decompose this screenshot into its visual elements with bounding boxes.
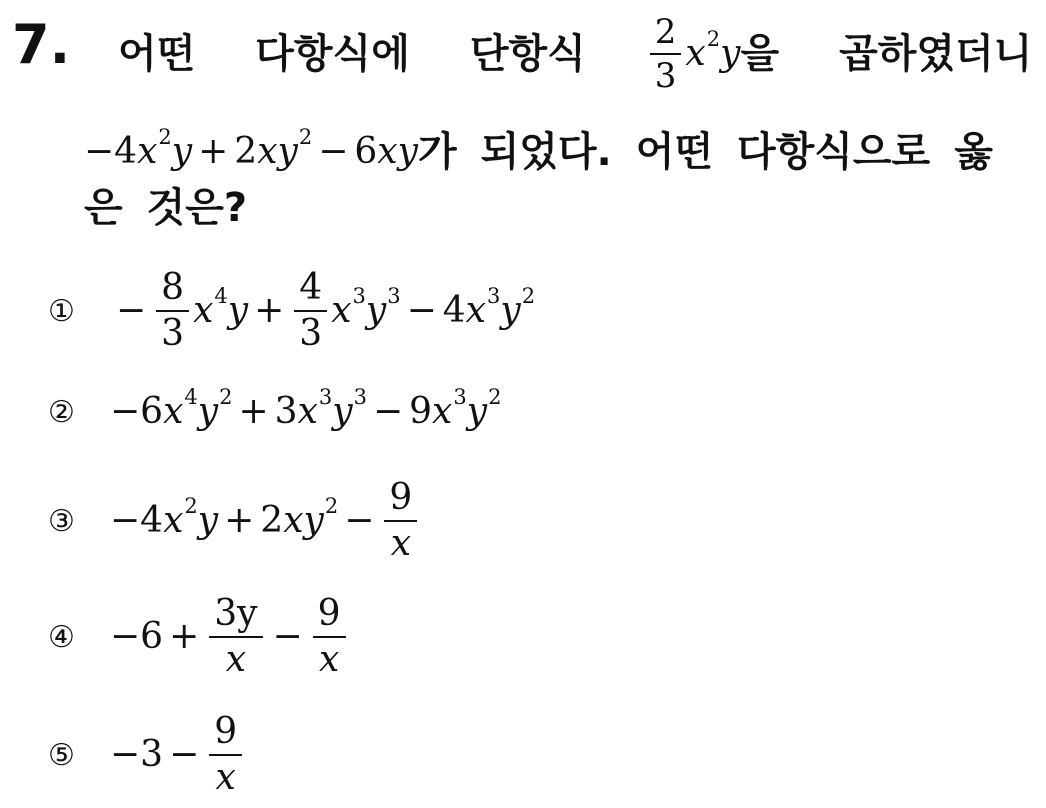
- fraction-bar: [294, 310, 327, 312]
- choice-number-2: ②: [48, 394, 75, 430]
- fraction-denominator: x: [225, 639, 247, 680]
- question-word: 되었다.: [480, 129, 612, 175]
- variable-y: y: [397, 131, 418, 172]
- variable-y: y: [197, 391, 219, 432]
- fraction: [156, 269, 189, 353]
- exponent: 3: [318, 384, 333, 409]
- variable-x: x: [465, 290, 486, 331]
- question-word: 어떤: [635, 129, 713, 175]
- product-expression: [84, 124, 418, 172]
- coefficient: 9: [409, 391, 433, 432]
- fraction-bar: [156, 310, 189, 312]
- answer-choice-4[interactable]: [48, 588, 350, 686]
- exponent: 2: [521, 283, 536, 308]
- coefficient: −4: [110, 500, 164, 541]
- fraction-denominator: x: [390, 523, 411, 564]
- exponent: 3: [387, 283, 401, 308]
- variable-x: x: [377, 131, 398, 172]
- fraction-bar: [650, 53, 682, 55]
- plus-operator: +: [238, 391, 269, 432]
- fraction-bar: [384, 520, 417, 522]
- question-particle: 을: [740, 31, 780, 77]
- variable-x: x: [432, 391, 453, 432]
- plus-operator: +: [169, 616, 200, 657]
- plus-operator: +: [224, 500, 255, 541]
- fraction: [650, 14, 682, 94]
- minus-operator: −: [406, 290, 437, 331]
- fraction: [209, 595, 262, 679]
- plus-operator: +: [198, 131, 229, 172]
- fraction-bar: [209, 754, 242, 756]
- minus-operator: −: [344, 500, 375, 541]
- fraction-numerator: 9: [389, 477, 413, 518]
- question-number: 7.: [12, 13, 71, 76]
- question-particle: 가: [417, 129, 457, 175]
- coefficient: 2: [260, 500, 284, 541]
- answer-choice-3[interactable]: [48, 472, 421, 570]
- question-word: 은: [84, 185, 123, 231]
- exponent: 2: [488, 384, 502, 409]
- choice-number-1: ①: [48, 293, 75, 329]
- minus-operator: −: [272, 616, 303, 657]
- answer-choice-1[interactable]: [48, 262, 535, 360]
- variable-y: y: [466, 391, 488, 432]
- choice-number-5: ⑤: [48, 737, 75, 773]
- coefficient: −4: [84, 131, 138, 172]
- variable-x: x: [257, 131, 278, 172]
- choice-expression: [110, 595, 350, 679]
- choice-expression: [110, 479, 421, 563]
- choice-expression: [110, 384, 502, 432]
- fraction-bar: [313, 636, 346, 638]
- fraction-numerator: 8: [161, 267, 185, 308]
- coefficient: 4: [442, 290, 466, 331]
- fraction-denominator: 3: [161, 313, 185, 354]
- variable-x: x: [283, 500, 304, 541]
- question-word: 것은?: [146, 185, 248, 231]
- minus-operator: −: [318, 131, 349, 172]
- fraction: [313, 595, 346, 679]
- variable-y: y: [303, 500, 324, 541]
- coefficient: 6: [354, 131, 378, 172]
- fraction-numerator: 2: [654, 12, 677, 52]
- answer-choice-2[interactable]: [48, 386, 501, 438]
- fraction-numerator: 9: [317, 593, 341, 634]
- coefficient: −6: [110, 616, 164, 657]
- variable-y: y: [277, 131, 298, 172]
- fraction: [294, 269, 327, 353]
- choice-number-4: ④: [48, 619, 75, 655]
- choice-expression: [110, 713, 246, 797]
- coefficient: −3: [110, 734, 164, 775]
- minus-sign: −: [116, 290, 147, 331]
- fraction-numerator: 4: [299, 267, 323, 308]
- choice-number-3: ③: [48, 503, 75, 539]
- fraction: [209, 713, 242, 797]
- question-word: 다항식에: [255, 31, 410, 77]
- exponent: 2: [298, 124, 313, 149]
- exponent: 2: [158, 124, 172, 149]
- variable-x: x: [297, 391, 318, 432]
- fraction-numerator: 9: [214, 711, 238, 752]
- question-word: 다항식으로: [737, 129, 931, 175]
- question-line-1: [118, 12, 1033, 96]
- minus-operator: −: [169, 734, 200, 775]
- fraction-denominator: 3: [654, 56, 677, 96]
- question-word: 단항식: [469, 31, 586, 77]
- variable-y: y: [365, 290, 387, 331]
- plus-operator: +: [254, 290, 285, 331]
- exponent: 3: [453, 384, 467, 409]
- exponent: 4: [184, 384, 198, 409]
- fraction-bar: [209, 636, 262, 638]
- variable-x: x: [685, 33, 706, 74]
- fraction: [384, 479, 417, 563]
- question-line-3: [84, 183, 247, 233]
- variable-y: y: [227, 290, 249, 331]
- fraction-denominator: x: [318, 639, 340, 680]
- variable-y: y: [197, 500, 219, 541]
- exponent: 3: [486, 283, 501, 308]
- variable-y: y: [720, 33, 741, 74]
- fraction-denominator: x: [215, 757, 236, 798]
- coefficient: −6: [110, 391, 164, 432]
- coefficient: 2: [234, 131, 258, 172]
- fraction-numerator: 3y: [214, 593, 258, 634]
- exponent: 3: [352, 283, 366, 308]
- exponent: 2: [184, 493, 198, 518]
- coefficient: 3: [274, 391, 298, 432]
- monomial-expression: [646, 14, 741, 94]
- exponent: 3: [353, 384, 367, 409]
- exponent: 4: [214, 283, 228, 308]
- answer-choice-5[interactable]: [48, 706, 246, 804]
- question-word: 어떤: [118, 31, 196, 77]
- exponent: 2: [706, 26, 721, 51]
- variable-x: x: [163, 391, 184, 432]
- minus-operator: −: [372, 391, 404, 432]
- variable-x: x: [193, 290, 214, 331]
- question-line-2: [84, 126, 993, 178]
- variable-x: x: [163, 500, 184, 541]
- fraction-denominator: 3: [299, 313, 323, 354]
- choice-expression: [110, 269, 535, 353]
- variable-y: y: [171, 131, 193, 172]
- exponent: 2: [324, 493, 339, 518]
- exponent: 2: [219, 384, 233, 409]
- variable-x: x: [137, 131, 158, 172]
- question-word: 곱하였더니: [839, 31, 1033, 77]
- question-word: 옳: [954, 129, 993, 175]
- variable-x: x: [331, 290, 352, 331]
- variable-y: y: [332, 391, 353, 432]
- variable-y: y: [500, 290, 521, 331]
